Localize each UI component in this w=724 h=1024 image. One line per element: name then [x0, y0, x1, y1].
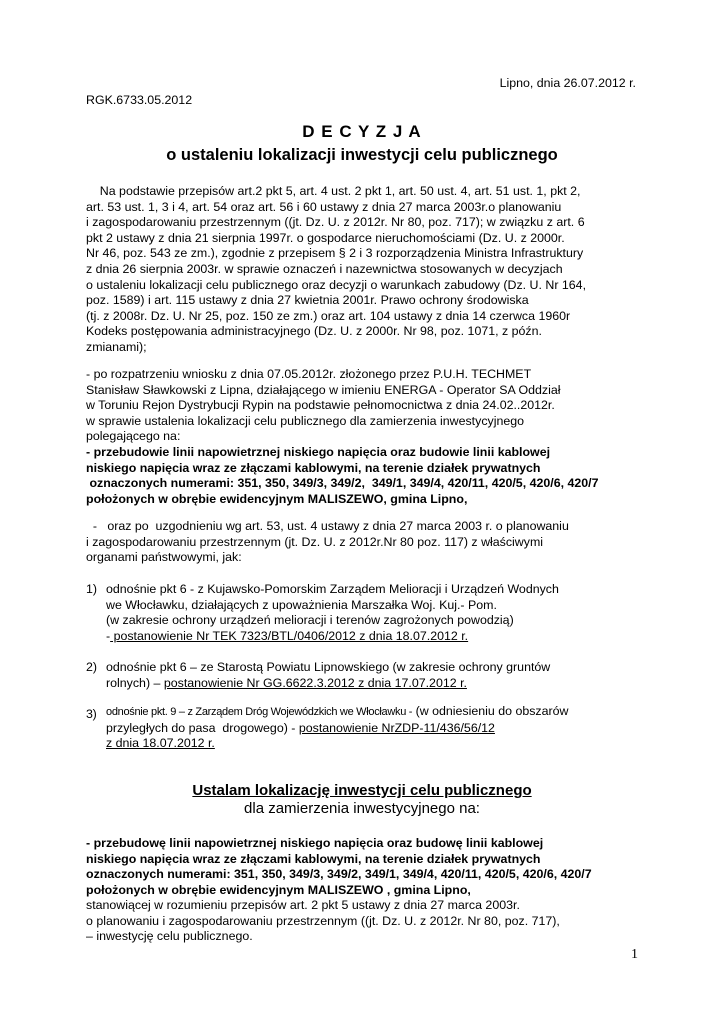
request-line: - po rozpatrzeniu wniosku z dnia 07.05.2012r. złożonego przez P.U.H. TECHMET — [86, 367, 532, 381]
request-line: Stanisław Sławkowski z Lipna, działającego w imieniu ENERGA - Operator SA Oddział — [86, 382, 561, 397]
item-3 — [106, 704, 569, 752]
request-line: w Toruniu Rejon Dystrybucji Rypin na podstawie pełnomocnictwa z dnia 24.02..2012r. — [86, 398, 555, 413]
item-3-number: 3) — [86, 707, 97, 721]
closing-line: o planowaniu i zagospodarowaniu przestrzennym ((jt. Dz. U. z 2012r. Nr 80, poz. 717), — [86, 913, 560, 928]
item-1-ruling: postanowienie Nr TEK 7323/BTL/0406/2012 z dnia 18.07.2012 r. — [110, 628, 469, 643]
place-date: Lipno, dnia 26.07.2012 r. — [499, 76, 636, 90]
item-1-line: (w zakresie ochrony urządzeń melioracji i terenów zagrożonych powodzią) — [106, 613, 514, 628]
legal-basis-line: z dnia 26 sierpnia 2003r. w sprawie oznaczeń i nazewnictwa stosowanych w decyzjach — [86, 261, 563, 276]
legal-basis-line: i zagospodarowaniu przestrzennym ((jt. Dz. U. z 2012r. Nr 80, poz. 717); w związku z art. 6 — [86, 215, 585, 230]
decision-heading: Ustalam lokalizację inwestycji celu publicznego — [192, 782, 532, 799]
legal-basis-line: pkt 2 ustawy z dnia 21 sierpnia 1997r. o gospodarce nieruchomościami (Dz. U. z 2000r. — [86, 230, 565, 245]
agreement-line: i zagospodarowaniu przestrzennym (jt. Dz. U. z 2012r.Nr 80 poz. 117) z właściwymi — [86, 534, 544, 549]
agreement-line: - oraz po uzgodnieniu wg art. 53, ust. 4 ustawy z dnia 27 marca 2003 r. o planowaniu — [86, 519, 569, 533]
agreement-line: organami państwowymi, jak: — [86, 550, 242, 565]
document-subtitle: o ustaleniu lokalizacji inwestycji celu publicznego — [166, 146, 558, 164]
item-3-ruling: postanowienie NrZDP-11/436/56/12 — [298, 720, 495, 735]
item-1-dash: - — [106, 628, 111, 643]
item-1-line: we Włocławku, działających z upoważnienia Marszałka Woj. Kuj.- Pom. — [106, 597, 497, 612]
item-2-prefix: rolnych) – — [106, 675, 164, 690]
closing-line: – inwestycję celu publicznego. — [86, 929, 253, 944]
investment-line: niskiego napięcia wraz ze złączami kablowymi, na terenie działek prywatnych — [86, 460, 541, 475]
agreement-paragraph — [86, 519, 569, 566]
closing-paragraph — [86, 898, 560, 945]
item-2-number: 2) — [86, 660, 98, 674]
item-2-ruling: postanowienie Nr GG.6622.3.2012 z dnia 17.07.2012 r. — [163, 675, 467, 690]
legal-basis-line: Nr 46, poz. 543 ze zm.), zgodnie z przepisem § 2 i 3 rozporządzenia Ministra Infrastruktury — [86, 246, 584, 261]
legal-basis-paragraph — [86, 184, 586, 356]
request-line: polegającego na: — [86, 429, 181, 444]
item-3-text: (w odniesieniu do obszarów — [412, 704, 569, 718]
item-3-prefix: przyległych do pasa drogowego) - — [106, 720, 299, 735]
reference-number: RGK.6733.05.2012 — [86, 93, 193, 107]
legal-basis-line: Na podstawie przepisów art.2 pkt 5, art. 4 ust. 2 pkt 1, art. 50 ust. 4, art. 51 ust. 1, pkt 2, — [86, 184, 581, 198]
investment-line: - przebudowie linii napowietrznej niskiego napięcia oraz budowie linii kablowej — [86, 445, 551, 459]
legal-basis-line: art. 53 ust. 1, 3 i 4, art. 54 oraz art. 56 i 60 ustawy z dnia 27 marca 2003r.o planowaniu — [86, 199, 562, 214]
page-number: 1 — [631, 947, 638, 962]
document-title: D E C Y Z J A — [302, 122, 422, 141]
item-2 — [106, 660, 550, 691]
item-1-line: odnośnie pkt 6 - z Kujawsko-Pomorskim Zarządem Melioracji i Urządzeń Wodnych — [106, 582, 559, 596]
investment-line: oznaczonych numerami: 351, 350, 349/3, 349/2, 349/1, 349/4, 420/11, 420/5, 420/6, 420/7 — [86, 476, 599, 491]
closing-line: stanowiącej w rozumieniu przepisów art. 2 pkt 5 ustawy z dnia 27 marca 2003r. — [86, 898, 520, 912]
legal-basis-line: Kodeks postępowania administracyjnego (Dz. U. z 2000r. Nr 98, poz. 1071, z późn. — [86, 324, 542, 339]
investment-line: - przebudowę linii napowietrznej niskiego napięcia oraz budowę linii kablowej — [86, 836, 544, 850]
decision-subheading: dla zamierzenia inwestycyjnego na: — [244, 800, 480, 817]
item-1 — [106, 582, 559, 644]
investment-line: położonych w obrębie ewidencyjnym MALISZEWO, gmina Lipno, — [86, 491, 468, 506]
legal-basis-line: (tj. z 2008r. Dz. U. Nr 25, poz. 150 ze zm.) oraz art. 104 ustawy z dnia 14 czerwca 1960r — [86, 308, 571, 323]
legal-basis-line: poz. 1589) i art. 115 ustawy z dnia 27 kwietnia 2001r. Prawo ochrony środowiska — [86, 293, 529, 308]
legal-basis-line: o ustaleniu lokalizacji celu publicznego oraz decyzji o warunkach zabudowy (Dz. U. Nr 164, — [86, 277, 587, 292]
investment-line: oznaczonych numerami: 351, 350, 349/3, 349/2, 349/1, 349/4, 420/11, 420/5, 420/6, 420/7 — [86, 867, 592, 882]
legal-basis-line: zmianami); — [86, 339, 147, 354]
request-line: w sprawie ustalenia lokalizacji celu publicznego dla zamierzenia inwestycyjnego — [86, 413, 525, 428]
investment-description-2 — [86, 836, 592, 898]
item-3-ruling-date: z dnia 18.07.2012 r. — [106, 736, 215, 751]
item-3-small-text: odnośnie pkt. 9 – z Zarządem Dróg Wojewódzkich we Włocławku - — [106, 706, 413, 718]
item-1-number: 1) — [86, 582, 98, 596]
item-2-line: odnośnie pkt 6 – ze Starostą Powiatu Lipnowskiego (w zakresie ochrony gruntów — [106, 660, 551, 674]
investment-line: położonych w obrębie ewidencyjnym MALISZEWO , gmina Lipno, — [86, 882, 471, 897]
investment-description-1 — [86, 445, 599, 507]
request-paragraph — [86, 367, 561, 445]
investment-line: niskiego napięcia wraz ze złączami kablowymi, na terenie działek prywatnych — [86, 851, 541, 866]
